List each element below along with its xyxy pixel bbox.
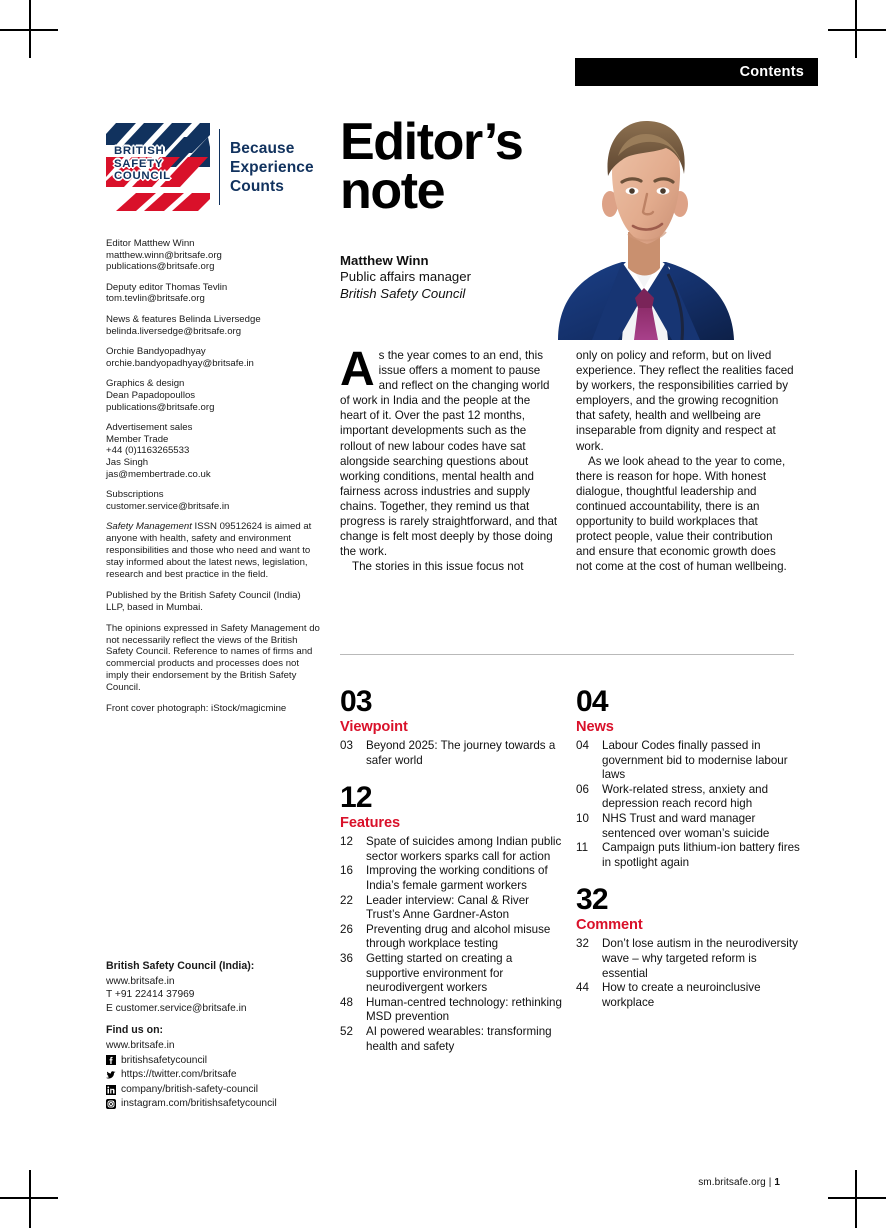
toc-section-number: 12 (340, 781, 372, 815)
editorial-paragraph-3: only on policy and reform, but on lived experience. They reflect the realities faced by workers, the responsibilities carried by employers, and the growing recognition that safety, health and wellbeing are inseparable from dignity and respect at work. (576, 349, 794, 453)
contents-header-bar (575, 58, 818, 86)
toc-entry[interactable] (340, 864, 564, 893)
toc-entry-title: Don’t lose autism in the neurodiversity wave – why targeted reform is essential (602, 937, 798, 980)
toc-entry[interactable] (576, 937, 800, 981)
toc-entry[interactable] (340, 894, 564, 923)
linkedin-icon (106, 1085, 116, 1095)
toc-entry-title: How to create a neuroinclusive workplace (602, 981, 761, 1009)
credit-line: Jas Singh (106, 456, 149, 468)
toc-entry-title: Improving the working conditions of India’s female garment workers (366, 864, 548, 892)
facebook-link-text: britishsafetycouncil (121, 1054, 208, 1066)
credit-line: publications@britsafe.org (106, 261, 215, 273)
credit-line: Deputy editor Thomas Tevlin (106, 281, 228, 293)
toc-entry-list (576, 739, 800, 870)
credit-line: matthew.winn@britsafe.org (106, 249, 222, 261)
toc-entry-title: Spate of suicides among Indian public sector workers sparks call for action (366, 835, 562, 863)
toc-entry-page: 48 (340, 995, 353, 1009)
logo-tagline-line1: Because (230, 140, 295, 157)
toc-section-title: Viewpoint (340, 719, 408, 735)
toc-section-number: 32 (576, 883, 608, 917)
editorial-column-right (576, 348, 794, 574)
toc-entry-title: Preventing drug and alcohol misuse through workplace testing (366, 922, 551, 951)
credit-line: Subscriptions (106, 489, 164, 501)
linkedin-link-text: company/british-safety-council (121, 1083, 259, 1095)
british-safety-council-logo (106, 123, 318, 211)
credit-line: publications@britsafe.org (106, 401, 215, 413)
credit-line: belinda.liversedge@britsafe.org (106, 325, 242, 337)
credit-line: +44 (0)1163265533 (106, 445, 190, 457)
toc-entry-list (576, 937, 800, 1010)
crop-mark-top-right-horizontal (828, 29, 886, 31)
credit-group (106, 489, 320, 512)
credit-line: orchie.bandyopadhyay@britsafe.in (106, 357, 254, 369)
contact-website[interactable]: www.britsafe.in (106, 975, 175, 987)
twitter-link-text: https://twitter.com/britsafe (121, 1069, 237, 1081)
toc-entry-title: NHS Trust and ward manager sentenced over woman’s suicide (602, 811, 770, 840)
sidebar-note (106, 521, 320, 581)
toc-section-number: 04 (576, 685, 608, 718)
sidebar-note-italic-lead: Safety Management (106, 521, 192, 533)
toc-entry-page: 03 (340, 739, 353, 752)
social-link-facebook[interactable] (106, 1054, 320, 1068)
toc-entry[interactable] (340, 739, 564, 768)
byline (340, 253, 570, 302)
credit-group (106, 422, 320, 480)
credit-line: Dean Papadopoullos (106, 389, 196, 401)
toc-entry-page: 44 (576, 981, 589, 995)
credit-line: Advertisement sales (106, 422, 193, 434)
toc-entry-page: 10 (576, 811, 589, 825)
toc-section-spacer (340, 768, 564, 782)
logo-tagline-line2: Experience (230, 159, 314, 176)
facebook-icon (106, 1055, 116, 1065)
toc-entry-page: 32 (576, 937, 589, 951)
toc-column-right (576, 686, 800, 1010)
toc-entry-title: Leader interview: Canal & River Trust’s Anne Gardner-Aston (366, 893, 530, 922)
toc-entry[interactable] (340, 923, 564, 952)
toc-entry-page: 26 (340, 922, 353, 936)
toc-entry-title: Labour Codes finally passed in government bid to modernise labour laws (602, 739, 788, 782)
editorial-column-left (340, 343, 558, 574)
sidebar-note (106, 623, 320, 694)
editorial-paragraph-2: The stories in this issue focus not (352, 560, 524, 574)
logo-tagline (230, 139, 314, 196)
spacer (106, 1015, 320, 1024)
toc-section-spacer (576, 870, 800, 884)
contents-header-label: Contents (739, 64, 804, 80)
credit-line: Orchie Bandyopadhyay (106, 346, 206, 358)
crop-mark-top-left-vertical (29, 0, 31, 58)
toc-entry-title: AI powered wearables: transforming health and safety (366, 1024, 552, 1053)
crop-mark-bottom-right-vertical (855, 1170, 857, 1228)
page-title (340, 113, 590, 220)
instagram-icon (106, 1099, 116, 1109)
toc-entry[interactable] (576, 739, 800, 783)
credit-line: Member Trade (106, 433, 169, 445)
toc-section-number: 03 (340, 685, 372, 718)
contact-heading: British Safety Council (India): (106, 960, 255, 972)
toc-entry-title: Human-centred technology: rethinking MSD prevention (366, 995, 562, 1024)
credit-line: customer.service@britsafe.in (106, 500, 230, 512)
toc-entry-list (340, 835, 564, 1054)
logo-divider (219, 129, 220, 205)
crop-mark-top-right-vertical (855, 0, 857, 58)
credit-line: jas@membertrade.co.uk (106, 468, 211, 480)
credit-group (106, 346, 320, 369)
sidebar-note (106, 703, 320, 715)
toc-column-left (340, 686, 564, 1054)
logo-wordmark (114, 145, 202, 183)
logo-word-safety: SAFETY (114, 157, 164, 170)
page-title-line1: Editor’s (340, 113, 523, 171)
credit-group (106, 238, 320, 273)
toc-entry[interactable] (340, 952, 564, 996)
editorial-dropcap: A (340, 343, 375, 396)
page-footer (698, 1177, 780, 1188)
crop-mark-bottom-right-horizontal (828, 1197, 886, 1199)
toc-entry-page: 52 (340, 1024, 353, 1038)
sidebar-note-text: Front cover photograph: iStock/magicmine (106, 703, 287, 715)
footer-site: sm.britsafe.org (698, 1177, 766, 1188)
crop-mark-bottom-left-vertical (29, 1170, 31, 1228)
contact-email[interactable]: E customer.service@britsafe.in (106, 1002, 247, 1014)
byline-author: Matthew Winn (340, 253, 429, 268)
sidebar-note-text: The opinions expressed in Safety Management do not necessarily reflect the views of the British Safety Council. Reference to names of firms and commercial products and processes does not imply their endorsement by the British Safety Council. (106, 622, 320, 694)
toc-entry-page: 22 (340, 893, 353, 907)
contact-sidebar (106, 960, 320, 1111)
credit-group (106, 378, 320, 413)
sidebar-note (106, 590, 320, 614)
toc-section-title: Features (340, 815, 401, 832)
credit-group (106, 314, 320, 337)
toc-entry-title: Beyond 2025: The journey towards a safer world (366, 739, 556, 767)
toc-entry-page: 12 (340, 835, 353, 849)
toc-entry[interactable] (576, 812, 800, 841)
social-link-linkedin[interactable] (106, 1083, 320, 1097)
credit-line: Graphics & design (106, 378, 185, 390)
toc-section-title: News (576, 719, 614, 735)
contact-phone: T +91 22414 37969 (106, 989, 195, 1001)
masthead-credits-sidebar (106, 238, 320, 724)
toc-entry-title: Work-related stress, anxiety and depression reach record high (602, 782, 769, 811)
toc-entry-page: 04 (576, 739, 589, 752)
sidebar-note-text: ISSN 09512624 is aimed at anyone with health, safety and environment responsibilities and those who need and want to stay informed about the latest news, legislation, research and best practice in the field. (106, 521, 312, 580)
byline-role: Public affairs manager (340, 269, 471, 285)
credit-group (106, 282, 320, 305)
toc-entry[interactable] (576, 841, 800, 870)
credit-line: Editor Matthew Winn (106, 238, 195, 249)
toc-entry-page: 11 (576, 841, 589, 855)
editorial-paragraph-1-text: s the year comes to an end, this issue offers a moment to pause and reflect on the changing world of work in India and the people at the heart of it. Over the past 12 months, important developments such as the rollout of new labour codes have sat alongside searching questions about working conditions, mental health and fairness across industries and supply chains. Together, they remind us that progress is rarely straightforward, and that change is felt most deeply by those doing the work. (340, 349, 558, 559)
toc-entry[interactable] (576, 783, 800, 812)
page-title-line2: note (340, 162, 445, 220)
find-us-website[interactable]: www.britsafe.in (106, 1039, 175, 1051)
toc-entry-page: 36 (340, 951, 353, 965)
social-link-twitter[interactable] (106, 1068, 320, 1082)
toc-entry[interactable] (340, 996, 564, 1025)
credit-line: News & features Belinda Liversedge (106, 313, 261, 325)
toc-entry-page: 16 (340, 864, 353, 878)
toc-entry-title: Getting started on creating a supportive environment for neurodivergent workers (366, 951, 513, 995)
find-us-heading: Find us on: (106, 1024, 164, 1037)
social-link-instagram[interactable] (106, 1097, 320, 1111)
editorial-paragraph-4: As we look ahead to the year to come, there is reason for hope. With honest dialogue, thoughtful leadership and continued accountability, there is an opportunity to build workplaces that protect people, value their contribution and ensure that economic growth does not come at the cost of human wellbeing. (576, 454, 787, 574)
toc-section-title: Comment (576, 917, 643, 934)
horizontal-divider (340, 654, 794, 655)
toc-entry-title: Campaign puts lithium-ion battery fires in spotlight again (602, 841, 800, 869)
twitter-icon (106, 1070, 116, 1080)
toc-entry[interactable] (576, 981, 800, 1010)
credit-line: tom.tevlin@britsafe.org (106, 293, 205, 305)
editorial-paragraph-1 (340, 343, 558, 559)
byline-organisation: British Safety Council (340, 285, 466, 301)
instagram-link-text: instagram.com/britishsafetycouncil (121, 1098, 277, 1110)
logo-tagline-line3: Counts (230, 178, 284, 195)
footer-separator: | (768, 1177, 772, 1188)
sidebar-note-text: Published by the British Safety Council (India) LLP, based in Mumbai. (106, 589, 301, 613)
toc-entry[interactable] (340, 1025, 564, 1054)
toc-entry[interactable] (340, 835, 564, 864)
toc-entry-page: 06 (576, 782, 589, 796)
logo-word-council: COUNCIL (114, 170, 171, 183)
footer-page-number: 1 (774, 1177, 780, 1188)
logo-word-british: BRITISH (114, 145, 165, 157)
toc-entry-list (340, 739, 564, 768)
